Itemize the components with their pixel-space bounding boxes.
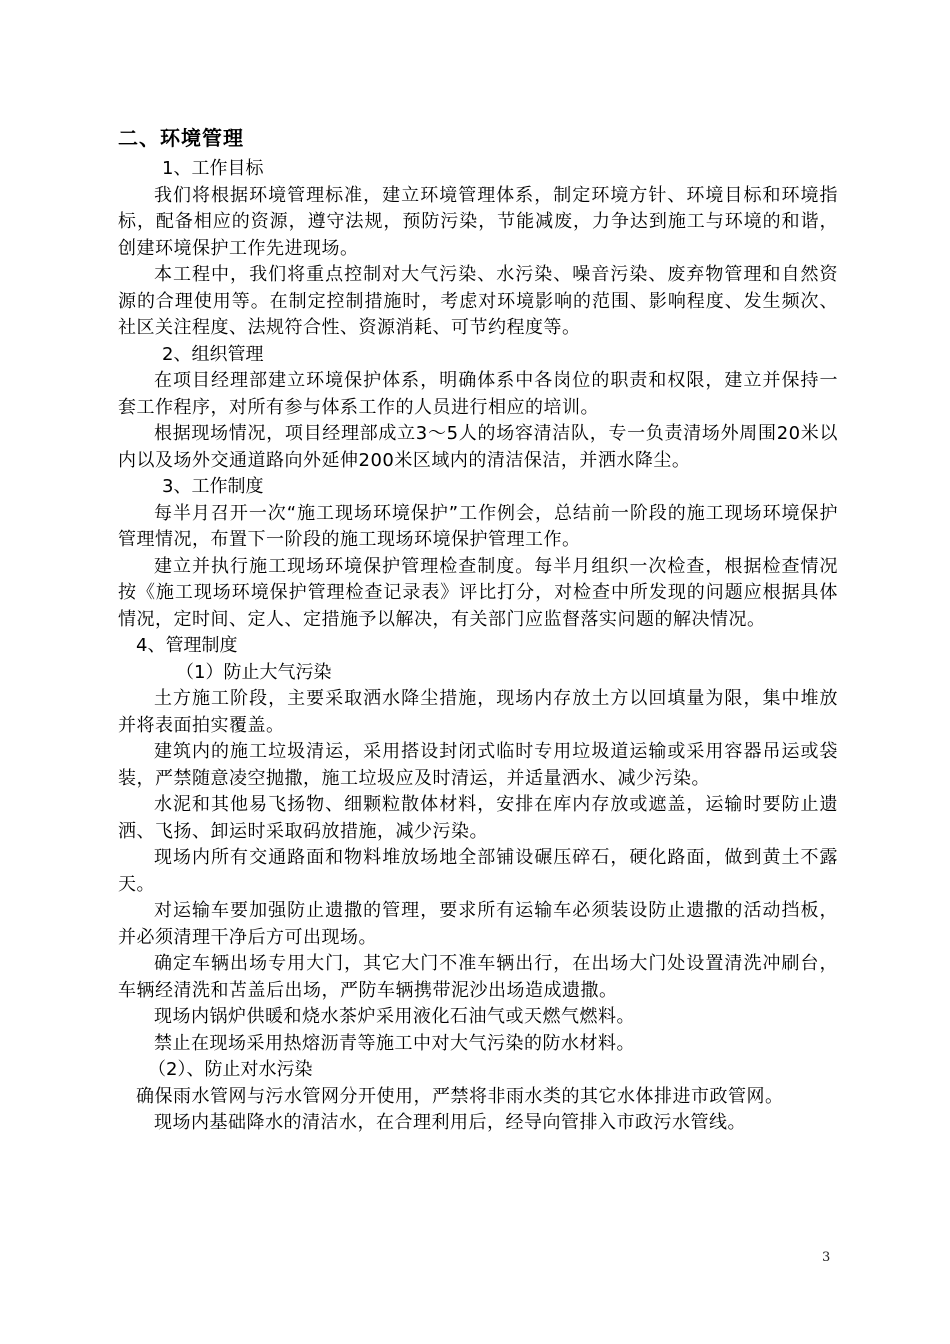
paragraph: 根据现场情况，项目经理部成立3～5人的场容清洁队，专一负责清场外周围20米以内以及场外交通道路向外延伸200米区域内的清洁保洁，并洒水降尘。 xyxy=(118,423,838,471)
paragraph: 我们将根据环境管理标准，建立环境管理体系，制定环境方针、环境目标和环境指标，配备相应的资源，遵守法规，预防污染，节能减废，力争达到施工与环境的和谐，创建环境保护工作先进现场。 xyxy=(118,184,838,259)
subsection-heading: 1、工作目标 xyxy=(162,158,264,179)
paragraph: 水泥和其他易飞扬物、细颗粒散体材料，安排在库内存放或遮盖，运输时要防止遗洒、飞扬、卸运时采取码放措施，减少污染。 xyxy=(118,794,838,842)
paragraph: 现场内锅炉供暖和烧水茶炉采用液化石油气或天燃气燃料。 xyxy=(154,1006,635,1027)
paragraph: 现场内基础降水的清洁水，在合理利用后，经导向管排入市政污水管线。 xyxy=(154,1112,746,1133)
subsection-heading: 2、组织管理 xyxy=(162,343,264,365)
paragraph: 每半月召开一次“施工现场环境保护”工作例会，总结前一阶段的施工现场环境保护管理情况，布置下一阶段的施工现场环境保护管理工作。 xyxy=(118,502,838,550)
paragraph: 建筑内的施工垃圾清运，采用搭设封闭式临时专用垃圾道运输或采用容器吊运或袋装，严禁随意凌空抛撒，施工垃圾应及时清运，并适量洒水、减少污染。 xyxy=(118,741,838,789)
subsection-heading: （1）防止大气污染 xyxy=(176,661,332,683)
paragraph: 确保雨水管网与污水管网分开使用，严禁将非雨水类的其它水体排进市政管网。 xyxy=(136,1085,784,1107)
subsection-heading: 4、管理制度 xyxy=(136,635,238,656)
body-text xyxy=(118,156,838,1137)
page-number: 3 xyxy=(822,1250,831,1265)
subsection-heading: 3、工作制度 xyxy=(162,476,264,497)
paragraph: 本工程中，我们将重点控制对大气污染、水污染、噪音污染、废弃物管理和自然资源的合理使用等。在制定控制措施时，考虑对环境影响的范围、影响程度、发生频次、社区关注程度、法规符合性、资源消耗、可节约程度等。 xyxy=(118,264,838,338)
paragraph: 在项目经理部建立环境保护体系，明确体系中各岗位的职责和权限，建立并保持一套工作程序，对所有参与体系工作的人员进行相应的培训。 xyxy=(118,370,838,418)
paragraph: 确定车辆出场专用大门，其它大门不准车辆出行，在出场大门处设置清洗冲刷台，车辆经清洗和苫盖后出场，严防车辆携带泥沙出场造成遗撒。 xyxy=(118,953,838,1001)
paragraph: 土方施工阶段，主要采取洒水降尘措施，现场内存放土方以回填量为限，集中堆放并将表面拍实覆盖。 xyxy=(118,688,838,736)
paragraph: 建立并执行施工现场环境保护管理检查制度。每半月组织一次检查，根据检查情况按《施工现场环境保护管理检查记录表》评比打分，对检查中所发现的问题应根据具体情况，定时间、定人、定措施予以解决，有关部门应监督落实问题的解决情况。 xyxy=(118,555,838,630)
subsection-heading: （2）、防止对水污染 xyxy=(148,1059,313,1080)
page-content xyxy=(118,124,838,1137)
section-title: 二、环境管理 xyxy=(118,126,244,150)
paragraph: 禁止在现场采用热熔沥青等施工中对大气污染的防水材料。 xyxy=(154,1032,635,1054)
paragraph: 现场内所有交通路面和物料堆放场地全部铺设碾压碎石，硬化路面，做到黄土不露天。 xyxy=(118,847,838,895)
paragraph: 对运输车要加强防止遗撒的管理，要求所有运输车必须装设防止遗撒的活动挡板，并必须清理干净后方可出现场。 xyxy=(118,900,838,948)
